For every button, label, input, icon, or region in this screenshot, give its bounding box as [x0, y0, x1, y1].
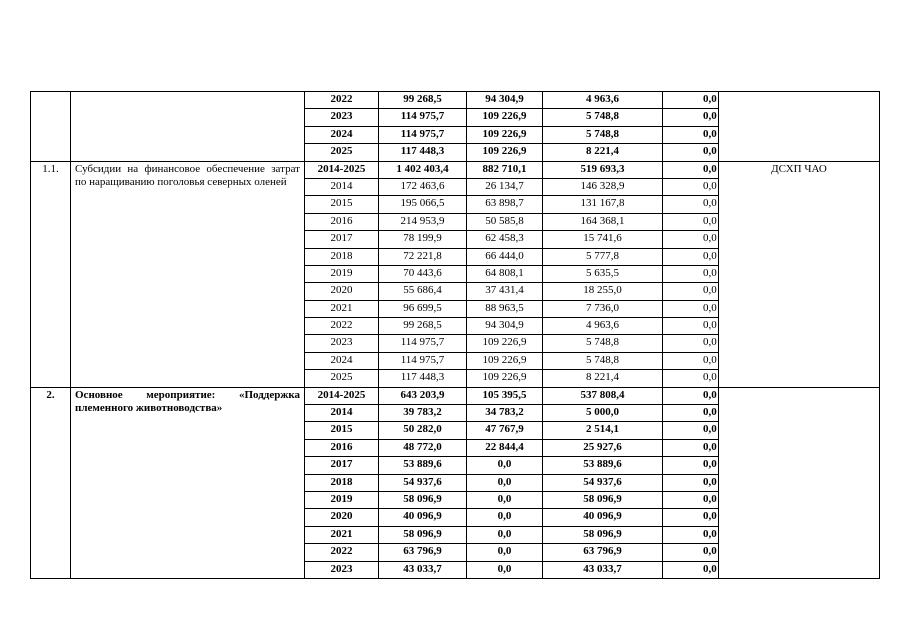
source-2-cell: 15 741,6: [543, 231, 663, 248]
executor-cell: ДСХП ЧАО: [719, 161, 880, 387]
source-3-cell: 0,0: [663, 387, 719, 404]
year-cell: 2020: [305, 509, 379, 526]
total-cell: 117 448,3: [379, 370, 467, 387]
source-3-cell: 0,0: [663, 231, 719, 248]
source-2-cell: 5 635,5: [543, 265, 663, 282]
source-3-cell: 0,0: [663, 283, 719, 300]
source-1-cell: 37 431,4: [467, 283, 543, 300]
source-3-cell: 0,0: [663, 352, 719, 369]
table-body: [31, 92, 880, 579]
total-cell: 58 096,9: [379, 526, 467, 543]
total-cell: 43 033,7: [379, 561, 467, 578]
year-cell: 2023: [305, 109, 379, 126]
year-cell: 2016: [305, 213, 379, 230]
source-2-cell: 519 693,3: [543, 161, 663, 178]
source-2-cell: 58 096,9: [543, 526, 663, 543]
year-cell: 2021: [305, 300, 379, 317]
source-3-cell: 0,0: [663, 370, 719, 387]
source-3-cell: 0,0: [663, 178, 719, 195]
source-1-cell: 0,0: [467, 457, 543, 474]
year-cell: 2022: [305, 92, 379, 109]
year-cell: 2020: [305, 283, 379, 300]
source-3-cell: 0,0: [663, 526, 719, 543]
source-2-cell: 164 368,1: [543, 213, 663, 230]
source-2-cell: 53 889,6: [543, 457, 663, 474]
total-cell: 53 889,6: [379, 457, 467, 474]
source-1-cell: 63 898,7: [467, 196, 543, 213]
source-1-cell: 66 444,0: [467, 248, 543, 265]
source-3-cell: 0,0: [663, 92, 719, 109]
table-row: [31, 387, 880, 404]
source-2-cell: 40 096,9: [543, 509, 663, 526]
total-cell: 54 937,6: [379, 474, 467, 491]
source-3-cell: 0,0: [663, 318, 719, 335]
source-3-cell: 0,0: [663, 491, 719, 508]
total-cell: 643 203,9: [379, 387, 467, 404]
total-cell: 172 463,6: [379, 178, 467, 195]
source-3-cell: 0,0: [663, 126, 719, 143]
source-2-cell: 5 000,0: [543, 405, 663, 422]
source-1-cell: 88 963,5: [467, 300, 543, 317]
year-cell: 2016: [305, 439, 379, 456]
source-2-cell: 4 963,6: [543, 92, 663, 109]
source-3-cell: 0,0: [663, 544, 719, 561]
source-3-cell: 0,0: [663, 144, 719, 161]
source-1-cell: 109 226,9: [467, 126, 543, 143]
total-cell: 1 402 403,4: [379, 161, 467, 178]
year-cell: 2015: [305, 196, 379, 213]
total-cell: 99 268,5: [379, 318, 467, 335]
total-cell: 114 975,7: [379, 352, 467, 369]
total-cell: 55 686,4: [379, 283, 467, 300]
total-cell: 70 443,6: [379, 265, 467, 282]
total-cell: 96 699,5: [379, 300, 467, 317]
source-1-cell: 109 226,9: [467, 335, 543, 352]
year-cell: 2023: [305, 561, 379, 578]
source-2-cell: 5 748,8: [543, 126, 663, 143]
year-cell: 2015: [305, 422, 379, 439]
source-3-cell: 0,0: [663, 265, 719, 282]
total-cell: 58 096,9: [379, 491, 467, 508]
total-cell: 99 268,5: [379, 92, 467, 109]
item-name-cell: Основное мероприятие: «Поддержка племенного животноводства»: [71, 387, 305, 578]
year-cell: 2024: [305, 126, 379, 143]
total-cell: 39 783,2: [379, 405, 467, 422]
total-cell: 72 221,8: [379, 248, 467, 265]
source-2-cell: 54 937,6: [543, 474, 663, 491]
year-cell: 2018: [305, 248, 379, 265]
year-cell: 2021: [305, 526, 379, 543]
total-cell: 114 975,7: [379, 126, 467, 143]
total-cell: 78 199,9: [379, 231, 467, 248]
item-name-cell: [71, 92, 305, 162]
source-3-cell: 0,0: [663, 439, 719, 456]
year-cell: 2024: [305, 352, 379, 369]
source-3-cell: 0,0: [663, 248, 719, 265]
source-1-cell: 0,0: [467, 544, 543, 561]
year-cell: 2022: [305, 544, 379, 561]
source-3-cell: 0,0: [663, 474, 719, 491]
source-2-cell: 5 748,8: [543, 352, 663, 369]
executor-cell: [719, 92, 880, 162]
source-3-cell: 0,0: [663, 161, 719, 178]
source-2-cell: 7 736,0: [543, 300, 663, 317]
item-number-cell: 2.: [31, 387, 71, 578]
year-cell: 2014-2025: [305, 161, 379, 178]
item-name-cell: Субсидии на финансовое обеспечение затрат по наращиванию поголовья северных оленей: [71, 161, 305, 387]
source-1-cell: 50 585,8: [467, 213, 543, 230]
total-cell: 63 796,9: [379, 544, 467, 561]
source-2-cell: 131 167,8: [543, 196, 663, 213]
total-cell: 50 282,0: [379, 422, 467, 439]
source-2-cell: 8 221,4: [543, 370, 663, 387]
budget-table: [30, 91, 880, 579]
total-cell: 48 772,0: [379, 439, 467, 456]
source-1-cell: 22 844,4: [467, 439, 543, 456]
year-cell: 2017: [305, 457, 379, 474]
total-cell: 195 066,5: [379, 196, 467, 213]
year-cell: 2014: [305, 178, 379, 195]
source-1-cell: 0,0: [467, 526, 543, 543]
source-3-cell: 0,0: [663, 561, 719, 578]
source-2-cell: 18 255,0: [543, 283, 663, 300]
source-2-cell: 58 096,9: [543, 491, 663, 508]
source-3-cell: 0,0: [663, 509, 719, 526]
table-row: [31, 161, 880, 178]
source-1-cell: 109 226,9: [467, 144, 543, 161]
year-cell: 2019: [305, 491, 379, 508]
source-1-cell: 62 458,3: [467, 231, 543, 248]
source-1-cell: 47 767,9: [467, 422, 543, 439]
source-1-cell: 105 395,5: [467, 387, 543, 404]
source-1-cell: 94 304,9: [467, 318, 543, 335]
source-2-cell: 5 748,8: [543, 335, 663, 352]
source-2-cell: 5 748,8: [543, 109, 663, 126]
source-1-cell: 109 226,9: [467, 352, 543, 369]
total-cell: 114 975,7: [379, 335, 467, 352]
source-1-cell: 94 304,9: [467, 92, 543, 109]
source-2-cell: 5 777,8: [543, 248, 663, 265]
source-1-cell: 64 808,1: [467, 265, 543, 282]
source-1-cell: 109 226,9: [467, 370, 543, 387]
total-cell: 114 975,7: [379, 109, 467, 126]
year-cell: 2023: [305, 335, 379, 352]
year-cell: 2017: [305, 231, 379, 248]
source-3-cell: 0,0: [663, 109, 719, 126]
year-cell: 2025: [305, 144, 379, 161]
total-cell: 117 448,3: [379, 144, 467, 161]
year-cell: 2014-2025: [305, 387, 379, 404]
source-2-cell: 4 963,6: [543, 318, 663, 335]
source-2-cell: 25 927,6: [543, 439, 663, 456]
source-3-cell: 0,0: [663, 405, 719, 422]
source-1-cell: 0,0: [467, 561, 543, 578]
source-1-cell: 0,0: [467, 474, 543, 491]
source-1-cell: 0,0: [467, 491, 543, 508]
source-2-cell: 43 033,7: [543, 561, 663, 578]
source-3-cell: 0,0: [663, 213, 719, 230]
source-2-cell: 537 808,4: [543, 387, 663, 404]
source-1-cell: 109 226,9: [467, 109, 543, 126]
item-number-cell: [31, 92, 71, 162]
source-3-cell: 0,0: [663, 196, 719, 213]
source-1-cell: 0,0: [467, 509, 543, 526]
source-2-cell: 63 796,9: [543, 544, 663, 561]
total-cell: 214 953,9: [379, 213, 467, 230]
year-cell: 2025: [305, 370, 379, 387]
source-2-cell: 8 221,4: [543, 144, 663, 161]
source-2-cell: 146 328,9: [543, 178, 663, 195]
year-cell: 2014: [305, 405, 379, 422]
year-cell: 2019: [305, 265, 379, 282]
source-3-cell: 0,0: [663, 457, 719, 474]
table-row: [31, 92, 880, 109]
executor-cell: [719, 387, 880, 578]
source-3-cell: 0,0: [663, 422, 719, 439]
year-cell: 2022: [305, 318, 379, 335]
source-1-cell: 26 134,7: [467, 178, 543, 195]
year-cell: 2018: [305, 474, 379, 491]
item-number-cell: 1.1.: [31, 161, 71, 387]
source-2-cell: 2 514,1: [543, 422, 663, 439]
source-3-cell: 0,0: [663, 300, 719, 317]
source-3-cell: 0,0: [663, 335, 719, 352]
source-1-cell: 882 710,1: [467, 161, 543, 178]
total-cell: 40 096,9: [379, 509, 467, 526]
source-1-cell: 34 783,2: [467, 405, 543, 422]
